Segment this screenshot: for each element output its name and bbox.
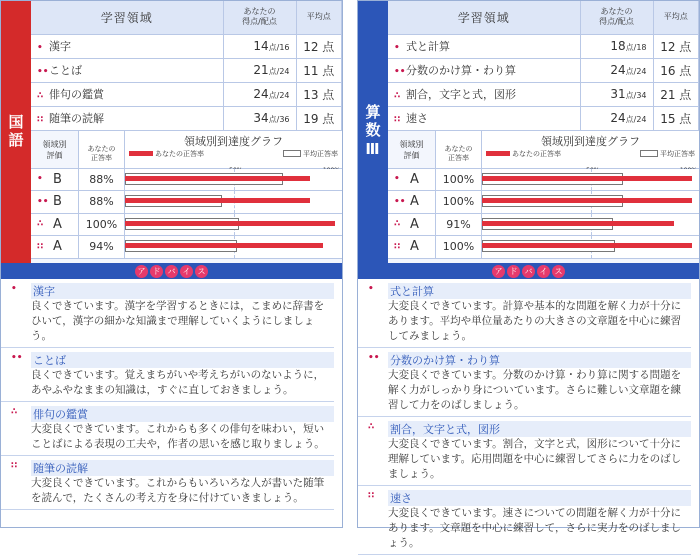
avg-score: 21 点 [653,82,699,106]
advice-text: 大変良くできています。速さについての問題を解く力が十分にあります。文章題を中心に練習して，さらに実力をのばしましょう。 [388,507,681,549]
graph-row: •• A 100% [388,191,699,214]
rate: 100% [436,169,482,191]
header-you: あなたの 得点/配点 [223,1,296,34]
advice-item: ∴ 俳句の鑑賞 大変良くできています。これからも多くの俳句を味わい，短いことばによる表現の工夫や，作者の思いを感じ取りましょう。 [1,402,334,456]
advice-item: • 漢字 良くできています。漢字を学習するときには，こまめに辞書をひいて，漢字の細かな知識まで理解していくようにしましょう。 [1,279,334,348]
table-row [388,58,699,82]
domain-mark: ∷ [37,115,44,125]
your-score: 34点/36 [223,106,296,130]
avg-score: 11 点 [296,58,342,82]
advice-text: 大変良くできています。割合，文字と式，図形について十分に理解しています。応用問題を中心に練習してさらに力をのばしましょう。 [388,438,682,480]
rate: 88% [79,191,125,213]
header-avg: 平均点 [653,1,699,34]
domain-mark: • [394,43,400,53]
domain-name: 速さ [406,112,428,125]
advice-title: 俳句の鑑賞 [31,406,334,422]
your-score: 14点/16 [223,34,296,58]
header-domain: 学習領域 [31,1,223,34]
table-row [31,34,342,58]
avg-score: 12 点 [296,34,342,58]
eval-header: 領域別 評価 [388,131,436,168]
graph-row: ∷ A 100% [388,236,699,259]
domain-mark: •• [37,67,49,77]
your-score: 24点/24 [580,58,653,82]
your-score: 24点/24 [580,106,653,130]
advice-title: 速さ [388,490,691,506]
table-row [388,34,699,58]
advice-area [1,279,342,527]
subject-label: 算数Ⅲ [358,1,388,263]
advice-title: ことば [31,352,334,368]
score-area [31,1,342,263]
your-score: 24点/24 [223,82,296,106]
header-you: あなたの 得点/配点 [580,1,653,34]
grade: A [410,194,419,210]
your-bar [125,221,335,226]
your-bar [482,243,692,248]
your-bar [125,176,310,181]
advice-item: • 式と計算 大変良くできています。計算や基本的な問題を解く力が十分にあります。平均や単位量あたりの大きさの文章題を中心に練習してみましょう。 [358,279,691,348]
graph-title: 領域別到達度グラフ [541,134,640,148]
table-row [31,82,342,106]
your-bar [482,198,692,203]
graph-row: • A 100% [388,169,699,192]
graph-row: ∴ A 91% [388,214,699,237]
advice-item: ∴ 割合，文字と式，図形 大変良くできています。割合，文字と式，図形について十分に理解しています。応用問題を中心に練習してさらに力をのばしましょう。 [358,417,691,486]
table-row [31,58,342,82]
advice-area [358,279,699,549]
domain-name: 割合，文字と式，図形 [406,88,516,101]
eval-header: 領域別 評価 [31,131,79,168]
score-area [388,1,699,263]
domain-mark: • [37,43,43,53]
domain-name: 随筆の読解 [49,112,104,125]
domain-mark: ∴ [394,91,401,101]
avg-score: 19 点 [296,106,342,130]
your-score: 31点/34 [580,82,653,106]
table-row [388,82,699,106]
advice-banner: ア ド バ イ ス [1,263,342,279]
your-bar [482,221,674,226]
advice-title: 式と計算 [388,283,691,299]
header-avg: 平均点 [296,1,342,34]
advice-text: 大変良くできています。分数のかけ算・わり算に関する問題を解く力がしっかり身についています。さらに難しい文章題を練習して力をのばしましょう。 [388,369,682,411]
advice-title: 随筆の読解 [31,460,334,476]
grade: B [53,171,62,187]
grade: A [53,239,62,255]
avg-score: 16 点 [653,58,699,82]
advice-item: ∷ 随筆の読解 大変良くできています。これからもいろいろな人が書いた随筆を読んで，たくさんの考え方を身に付けていきましょう。 [1,456,334,510]
legend-you: あなたの正答率 [155,149,204,158]
rate: 91% [436,214,482,236]
advice-item: •• 分数のかけ算・わり算 大変良くできています。分数のかけ算・わり算に関する問題を解く力がしっかり身についています。さらに難しい文章題を練習して力をのばしましょう。 [358,348,691,417]
domain-mark: •• [394,67,406,77]
advice-text: 大変良くできています。これからも多くの俳句を味わい，短いことばによる表現の工夫や，作者の思いを感じ取りましょう。 [31,423,325,450]
graph-title: 領域別到達度グラフ [184,134,283,148]
legend-avg: 平均正答率 [303,149,338,158]
advice-text: 良くできています。漢字を学習するときには，こまめに辞書をひいて，漢字の細かな知識まで理解していくようにしましょう。 [31,300,325,342]
legend-you: あなたの正答率 [512,149,561,158]
table-row [31,106,342,130]
graph-legend [486,149,695,159]
rate: 100% [79,214,125,236]
score-table [388,1,699,131]
graph-header [31,131,342,169]
domain-mark: ∷ [394,115,401,125]
grade: B [53,194,62,210]
your-bar [482,176,692,181]
header-domain: 学習領域 [388,1,580,34]
rate: 94% [79,236,125,258]
advice-title: 分数のかけ算・わり算 [388,352,691,368]
domain-name: 分数のかけ算・わり算 [406,64,516,77]
table-row [388,106,699,130]
domain-name: 俳句の鑑賞 [49,88,104,101]
grade: A [410,216,419,232]
your-score: 18点/18 [580,34,653,58]
domain-name: ことば [49,64,82,77]
advice-text: 良くできています。覚えまちがいや考えちがいのないように，あやふやなままの知識は，すぐに直しておきましょう。 [31,369,325,396]
advice-item: •• ことば 良くできています。覚えまちがいや考えちがいのないように，あやふやなままの知識は，すぐに直しておきましょう。 [1,348,334,402]
subject-label: 国語 [1,1,31,263]
legend-avg: 平均正答率 [660,149,695,158]
your-bar [125,243,323,248]
advice-text: 大変良くできています。これからもいろいろな人が書いた随筆を読んで，たくさんの考え方を身に付けていきましょう。 [31,477,325,504]
rate: 88% [79,169,125,191]
advice-title: 割合，文字と式，図形 [388,421,691,437]
your-score: 21点/24 [223,58,296,82]
rate: 100% [436,236,482,258]
grade: A [410,239,419,255]
advice-banner: ア ド バ イ ス [358,263,699,279]
advice-title: 漢字 [31,283,334,299]
graph-row: •• B 88% [31,191,342,214]
avg-score: 13 点 [296,82,342,106]
rate-header: あなたの 正答率 [436,131,482,168]
avg-score: 15 点 [653,106,699,130]
grade: A [53,216,62,232]
advice-item: ∷ 速さ 大変良くできています。速さについての問題を解く力が十分にあります。文章題を中心に練習して，さらに実力をのばしましょう。 [358,486,691,555]
graph-header [388,131,699,169]
your-bar [125,198,310,203]
rate-header: あなたの 正答率 [79,131,125,168]
sansu-panel [357,0,700,549]
graph-row: ∷ A 94% [31,236,342,259]
graph-row: ∴ A 100% [31,214,342,237]
graph-legend [129,149,338,159]
domain-name: 漢字 [49,40,71,53]
advice-text: 大変良くできています。計算や基本的な問題を解く力が十分にあります。平均や単位量あたりの大きさの文章題を中心に練習してみましょう。 [388,300,682,342]
graph-row: • B 88% [31,169,342,192]
avg-score: 12 点 [653,34,699,58]
domain-name: 式と計算 [406,40,450,53]
domain-mark: ∴ [37,91,44,101]
kokugo-panel [0,0,343,528]
score-table [31,1,342,131]
rate: 100% [436,191,482,213]
grade: A [410,171,419,187]
